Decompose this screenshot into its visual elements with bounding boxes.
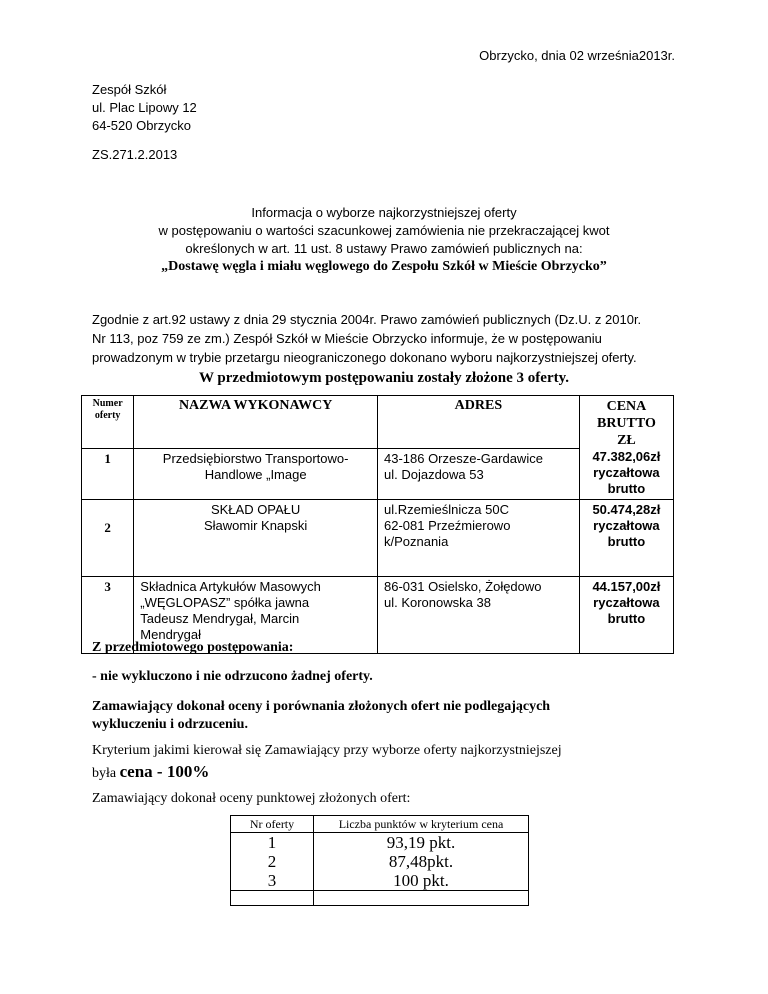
- price-value: brutto: [607, 481, 646, 496]
- legal-line: Nr 113, poz 759 ze zm.) Zespół Szkół w Mieście Obrzycko informuje, że w postępowaniu: [92, 331, 602, 346]
- cell-line: Tadeusz Mendrygał, Marcin: [140, 611, 300, 626]
- price-value: 44.157,00zł: [592, 579, 661, 594]
- table-header-row: [82, 396, 674, 449]
- address-line: ul. Plac Lipowy 12: [92, 100, 197, 115]
- header-text: CENA: [606, 399, 647, 414]
- sender-address: [92, 81, 197, 135]
- cell-line: 86-031 Osielsko, Żołędowo: [383, 579, 542, 594]
- criterion-value: cena - 100%: [119, 762, 210, 781]
- statement-line: wykluczeniu i odrzuceniu.: [92, 717, 248, 732]
- price-value: ryczałtowa: [593, 595, 660, 610]
- scoring-intro: Zamawiający dokonał oceny punktowej złożonych ofert:: [92, 791, 411, 806]
- header-text: ZŁ: [617, 433, 636, 448]
- statement-line: Zamawiający dokonał oceny i porównania złożonych ofert nie podlegających: [92, 699, 551, 714]
- header-contractor-name: NAZWA WYKONAWCY: [134, 396, 378, 449]
- cell-line: ul. Koronowska 38: [383, 595, 491, 610]
- contractor-address: [377, 500, 579, 577]
- reference-number: ZS.271.2.2013: [92, 147, 178, 162]
- table-row: [231, 891, 529, 906]
- statement-line: [92, 761, 562, 784]
- proceedings-heading: Z przedmiotowego postępowania:: [92, 640, 294, 655]
- evaluation-statement: [92, 698, 550, 734]
- cell-line: ul.Rzemieślnicza 50C: [383, 502, 509, 517]
- cell-line: „WĘGLOPASZ” spółka jawna: [140, 595, 310, 610]
- address-line: 64-520 Obrzycko: [92, 118, 191, 133]
- score-offer-number: 3: [231, 871, 314, 891]
- table-row: [231, 871, 529, 891]
- document-date: Obrzycko, dnia 02 września2013r.: [479, 48, 675, 63]
- criterion-prefix: była: [92, 766, 120, 781]
- legal-line: Zgodnie z art.92 ustawy z dnia 29 stycznia 2004r. Prawo zamówień publicznych (Dz.U. z 2010r.: [92, 312, 642, 327]
- header-price: [579, 396, 673, 500]
- criterion-statement: [92, 740, 562, 784]
- header-offer-number: [82, 396, 134, 449]
- info-line: określonych w art. 11 ust. 8 ustawy Prawo zamówień publicznych na:: [185, 241, 583, 256]
- scores-table: [230, 815, 529, 906]
- cell-line: 43-186 Orzesze-Gardawice: [383, 450, 543, 466]
- header-text: oferty: [94, 410, 121, 421]
- cell-line: Mendrygał: [140, 627, 201, 642]
- price-value: brutto: [607, 534, 646, 549]
- cell-line: k/Poznania: [383, 534, 449, 549]
- cell-line: SKŁAD OPAŁU: [210, 502, 301, 517]
- header-text: Numer: [92, 398, 123, 409]
- price-value: brutto: [607, 611, 646, 626]
- info-line: w postępowaniu o wartości szacunkowej zamówienia nie przekraczającej kwot: [158, 223, 610, 238]
- offer-price: [579, 500, 673, 577]
- contractor-address: [377, 448, 579, 499]
- contractor-address: [377, 577, 579, 654]
- cell-line: Przedsiębiorstwo Transportowo-: [162, 450, 349, 466]
- procurement-subject: „Dostawę węgla i miału węglowego do Zespołu Szkół w Mieście Obrzycko”: [161, 259, 607, 274]
- contractor-name: [134, 448, 378, 499]
- cell-line: Składnica Artykułów Masowych: [140, 579, 321, 594]
- offer-number: 2: [82, 500, 134, 577]
- score-offer-number: 2: [231, 852, 314, 871]
- score-points: 100 pkt.: [314, 871, 529, 891]
- header-offer-number: Nr oferty: [231, 816, 314, 833]
- offer-number: 3: [82, 577, 134, 654]
- legal-line: prowadzonym w trybie przetargu nieograniczonego dokonano wyboru najkorzystniejszej oferty.: [92, 350, 637, 365]
- scores-header-row: [231, 816, 529, 833]
- statement-line: Kryterium jakimi kierował się Zamawiający przy wyborze oferty najkorzystniejszej: [92, 743, 562, 758]
- header-text: BRUTTO: [596, 416, 656, 431]
- legal-paragraph: [92, 310, 682, 367]
- score-points: 93,19 pkt.: [314, 833, 529, 853]
- address-line: Zespół Szkół: [92, 82, 167, 97]
- header-address: ADRES: [377, 396, 579, 449]
- no-exclusions-statement: - nie wykluczono i nie odrzucono żadnej oferty.: [92, 669, 373, 684]
- price-value: 50.474,28zł: [592, 502, 661, 517]
- price-value: ryczałtowa: [593, 465, 660, 480]
- table-row: [231, 833, 529, 853]
- offer-number: 1: [82, 448, 134, 499]
- cell-line: Sławomir Knapski: [203, 518, 308, 533]
- cell-line: 62-081 Przeźmierowo: [383, 518, 511, 533]
- info-line: Informacja o wyborze najkorzystniejszej oferty: [251, 205, 517, 220]
- score-offer-number: 1: [231, 833, 314, 853]
- contractor-name: [134, 500, 378, 577]
- header-points: Liczba punktów w kryterium cena: [314, 816, 529, 833]
- cell-line: ul. Dojazdowa 53: [383, 466, 484, 482]
- empty-cell: [314, 891, 529, 906]
- score-points: 87,48pkt.: [314, 852, 529, 871]
- price-value: 47.382,06zł: [592, 449, 661, 464]
- offers-table: [81, 395, 674, 654]
- offers-count-heading: W przedmiotowym postępowaniu zostały złożone 3 oferty.: [198, 370, 570, 386]
- offer-price: [579, 577, 673, 654]
- table-row: [82, 500, 674, 577]
- information-heading: [0, 204, 768, 276]
- cell-line: Handlowe „Image: [204, 466, 307, 482]
- empty-cell: [231, 891, 314, 906]
- price-value: ryczałtowa: [593, 518, 660, 533]
- table-row: [231, 852, 529, 871]
